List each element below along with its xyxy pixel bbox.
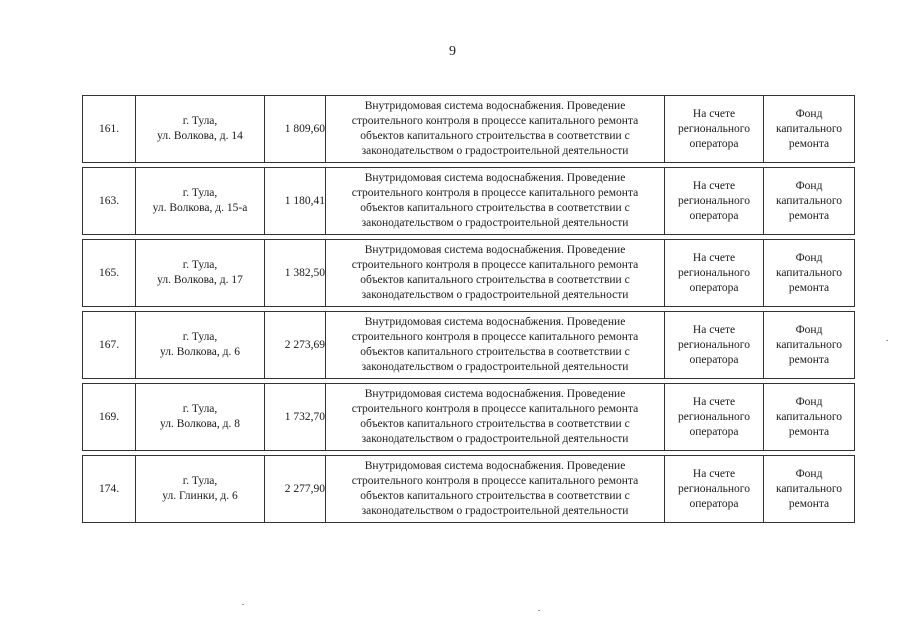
row-address: г. Тула, ул. Глинки, д. 6 [136,456,265,523]
row-number: 163. [83,168,136,235]
row-fund: Фонд капитального ремонта [764,312,855,379]
row-number: 165. [83,240,136,307]
row-number: 161. [83,96,136,163]
row-address: г. Тула, ул. Волкова, д. 14 [136,96,265,163]
row-number: 169. [83,384,136,451]
table-row [82,455,855,523]
row-sum: 2 273,69 [265,312,326,379]
row-description: Внутридомовая система водоснабжения. Проведение строительного контроля в процессе капитального ремонта объектов капитального строительства в соответствии с законодательством о градостроительной деятельности [326,312,665,379]
scan-speck [538,610,540,611]
row-fund: Фонд капитального ремонта [764,456,855,523]
row-sum: 1 382,50 [265,240,326,307]
row-account: На счете регионального оператора [665,456,764,523]
row-account: На счете регионального оператора [665,168,764,235]
page-number: 9 [449,44,456,59]
row-number: 174. [83,456,136,523]
row-description: Внутридомовая система водоснабжения. Проведение строительного контроля в процессе капитального ремонта объектов капитального строительства в соответствии с законодательством о градостроительной деятельности [326,456,665,523]
row-address: г. Тула, ул. Волкова, д. 6 [136,312,265,379]
row-sum: 1 180,41 [265,168,326,235]
row-sum: 2 277,90 [265,456,326,523]
row-fund: Фонд капитального ремонта [764,168,855,235]
works-table [82,95,852,527]
table-row [82,95,855,163]
row-description: Внутридомовая система водоснабжения. Проведение строительного контроля в процессе капитального ремонта объектов капитального строительства в соответствии с законодательством о градостроительной деятельности [326,168,665,235]
scan-speck [886,340,888,341]
row-description: Внутридомовая система водоснабжения. Проведение строительного контроля в процессе капитального ремонта объектов капитального строительства в соответствии с законодательством о градостроительной деятельности [326,96,665,163]
scan-speck [242,604,244,605]
row-description: Внутридомовая система водоснабжения. Проведение строительного контроля в процессе капитального ремонта объектов капитального строительства в соответствии с законодательством о градостроительной деятельности [326,240,665,307]
row-address: г. Тула, ул. Волкова, д. 8 [136,384,265,451]
row-sum: 1 809,60 [265,96,326,163]
table-row [82,311,855,379]
row-address: г. Тула, ул. Волкова, д. 15-а [136,168,265,235]
row-account: На счете регионального оператора [665,96,764,163]
row-fund: Фонд капитального ремонта [764,240,855,307]
table-row [82,383,855,451]
row-description: Внутридомовая система водоснабжения. Проведение строительного контроля в процессе капитального ремонта объектов капитального строительства в соответствии с законодательством о градостроительной деятельности [326,384,665,451]
row-account: На счете регионального оператора [665,240,764,307]
row-account: На счете регионального оператора [665,384,764,451]
row-fund: Фонд капитального ремонта [764,96,855,163]
table-row [82,239,855,307]
table-row [82,167,855,235]
row-address: г. Тула, ул. Волкова, д. 17 [136,240,265,307]
row-account: На счете регионального оператора [665,312,764,379]
row-sum: 1 732,70 [265,384,326,451]
row-fund: Фонд капитального ремонта [764,384,855,451]
row-number: 167. [83,312,136,379]
